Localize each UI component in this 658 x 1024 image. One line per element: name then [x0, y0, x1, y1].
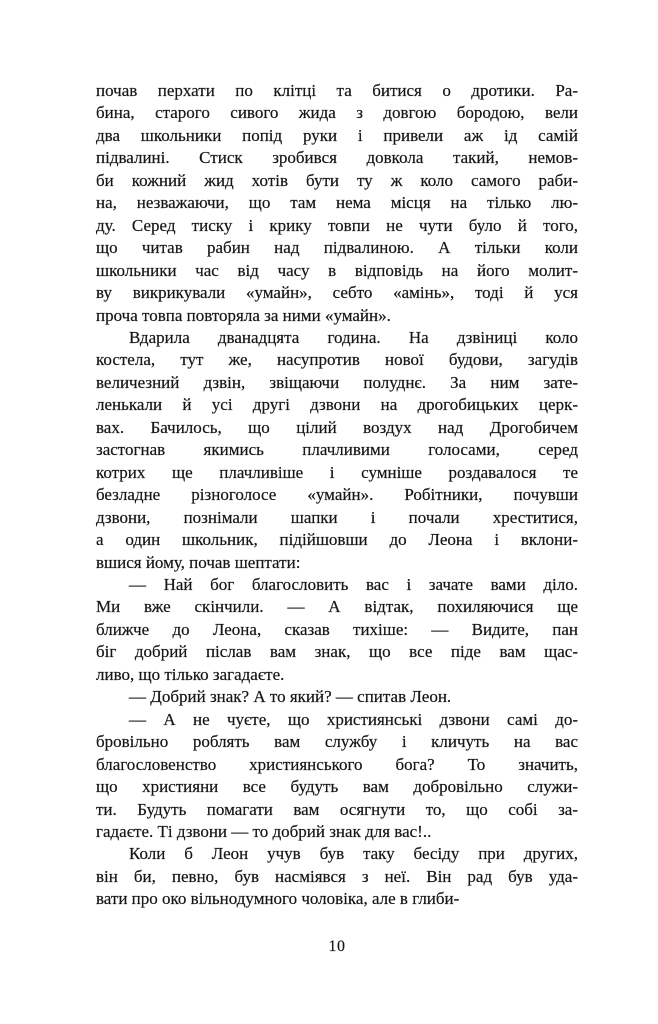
text-line: величезний дзвін, звіщаючи полуднє. За ним зате-: [96, 372, 578, 392]
text-line: ближче до Леона, сказав тихіше: — Видите, пан: [96, 619, 578, 639]
text-line: Ми вже скінчили. — А відтак, похиляючися ще: [96, 597, 578, 617]
text-line: біг добрий післав вам знак, що все піде вам щас-: [96, 642, 578, 662]
text-block: [96, 80, 578, 911]
text-line: що читав рабин над підвалиною. А тільки коли: [96, 238, 578, 258]
text-line: дзвони, познімали шапки і почали хреститися,: [96, 507, 578, 527]
text-line: проча товпа повторяла за ними «умайн».: [96, 305, 391, 325]
text-line: — Най бог благословить вас і зачате вами діло.: [129, 574, 578, 594]
text-line: почав перхати по клітці та битися о дротики. Ра-: [96, 81, 578, 100]
text-line: на, незважаючи, що там нема місця на тілько лю-: [96, 193, 578, 213]
text-line: гадаєте. Ті дзвони — то добрий знак для вас!..: [96, 821, 432, 841]
text-line: що християни все будуть вам добровільно служи-: [96, 777, 578, 797]
text-line: ленькали й усі другі дзвони на дрогобицьких церк-: [96, 395, 578, 415]
text-line: — А не чуєте, що християнські дзвони самі до-: [129, 709, 578, 729]
text-line: бина, старого сивого жида з довгою бородою, вели: [96, 103, 578, 123]
text-line: застогнав якимись плачливими голосами, серед: [96, 440, 578, 460]
text-line: Коли б Леон учув був таку бесіду при других,: [129, 844, 578, 864]
text-line: благословенство християнського бога? То значить,: [96, 754, 578, 774]
text-line: би кожний жид хотів бути ту ж коло самого раби-: [96, 170, 578, 190]
text-line: а один школьник, підійшовши до Леона і вклони-: [96, 530, 578, 550]
text-line: ти. Будуть помагати вам осягнути то, що собі за-: [96, 799, 578, 819]
paragraph: [96, 80, 578, 327]
text-line: вшися йому, почав шептати:: [96, 552, 301, 572]
text-line: костела, тут же, насупротив нової будови, загудів: [96, 350, 578, 370]
text-line: вати про око вільнодумного чоловіка, але в глиби-: [96, 889, 460, 909]
paragraph: [96, 327, 578, 574]
paragraph: [96, 686, 578, 708]
text-line: котрих ще плачливіше і сумніше роздавалося те: [96, 462, 578, 482]
text-line: бровільно роблять вам службу і кличуть на вас: [96, 732, 578, 752]
text-line: Вдарила дванадцята година. На дзвіниці коло: [129, 327, 578, 347]
paragraph: [96, 574, 578, 686]
page-number: 10: [328, 938, 346, 955]
text-line: ду. Серед тиску і крику товпи не чути було й того,: [96, 215, 578, 235]
text-line: вах. Бачилось, що цілий воздух над Дрогобичем: [96, 417, 578, 437]
text-line: він би, певно, був насміявся з неї. Він рад був уда-: [96, 866, 578, 886]
text-line: підвалині. Стиск зробився довкола такий, немов-: [96, 148, 578, 168]
text-line: безладне різноголосе «умайн». Робітники, почувши: [96, 485, 578, 505]
paragraph: [96, 843, 578, 910]
paragraph: [96, 709, 578, 844]
text-line: два школьники попід руки і привели аж ід самій: [96, 125, 578, 145]
text-line: — Добрий знак? А то який? — спитав Леон.: [129, 687, 452, 707]
text-line: ву викрикували «умайн», себто «амінь», тоді й уся: [96, 283, 578, 303]
text-line: ливо, що тілько загадаєте.: [96, 664, 285, 684]
text-line: школьники час від часу в відповідь на його молит-: [96, 260, 578, 280]
